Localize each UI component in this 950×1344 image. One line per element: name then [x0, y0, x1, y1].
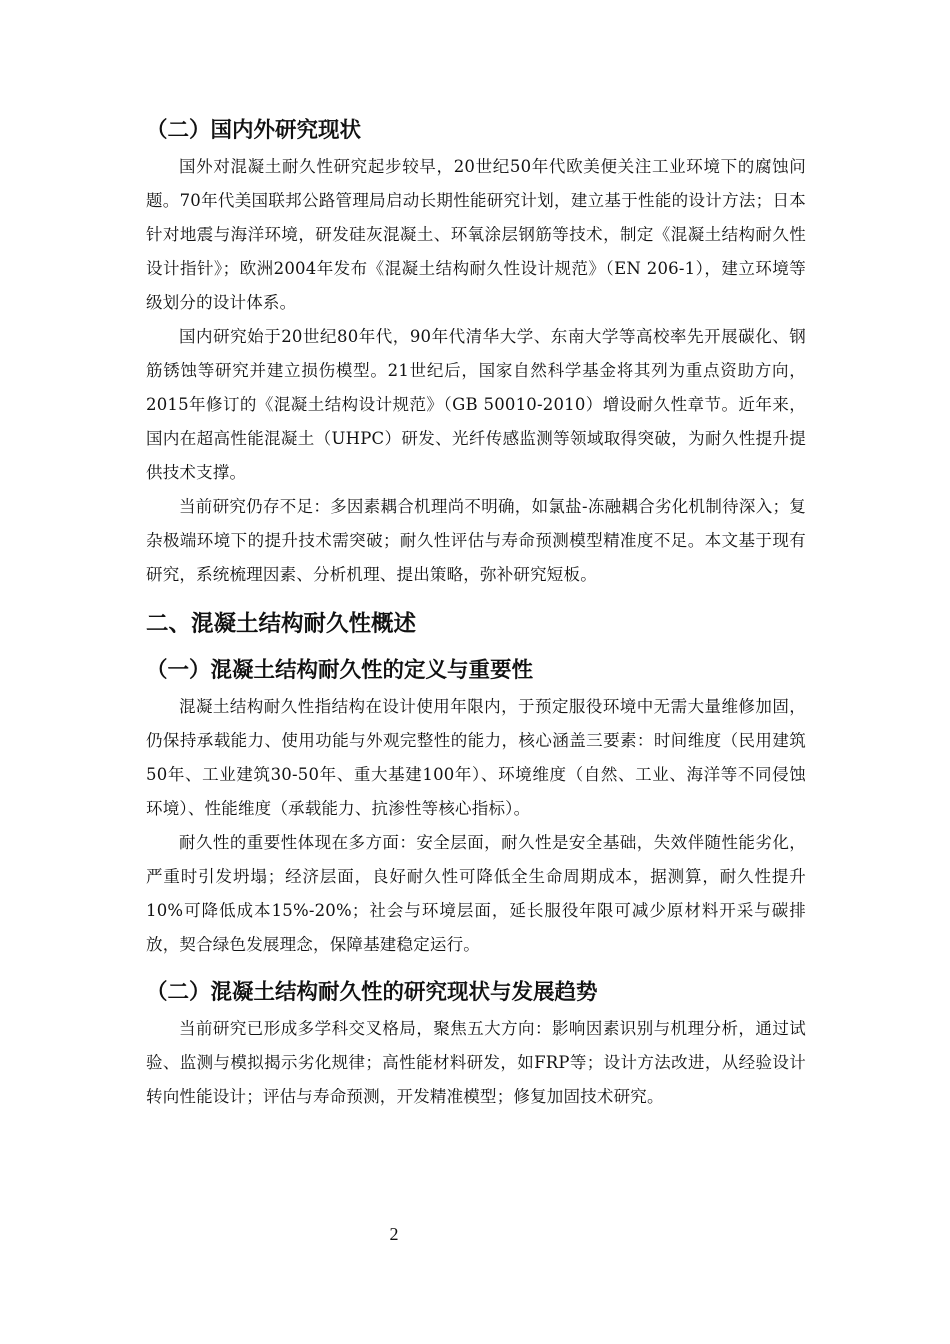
- section-heading-definition: （一）混凝土结构耐久性的定义与重要性: [146, 658, 534, 683]
- paragraph-importance: 耐久性的重要性体现在多方面：安全层面，耐久性是安全基础，失效伴随性能劣化，严重时引发坍塌；经济层面，良好耐久性可降低全生命周期成本，据测算，耐久性提升10%可降低成本15%-20%；社会与环境层面，延长服役年限可减少原材料开采与碳排放，契合绿色发展理念，保障基建稳定运行。: [146, 833, 806, 954]
- chapter-heading-overview: 二、混凝土结构耐久性概述: [146, 611, 417, 637]
- section-heading-trends: （二）混凝土结构耐久性的研究现状与发展趋势: [146, 980, 598, 1005]
- paragraph-trends: 当前研究已形成多学科交叉格局，聚焦五大方向：影响因素识别与机理分析，通过试验、监测与模拟揭示劣化规律；高性能材料研发，如FRP等；设计方法改进，从经验设计转向性能设计；评估与寿命预测，开发精准模型；修复加固技术研究。: [146, 1019, 806, 1106]
- page-number: 2: [389, 1224, 399, 1244]
- paragraph-definition: 混凝土结构耐久性指结构在设计使用年限内，于预定服役环境中无需大量维修加固，仍保持承载能力、使用功能与外观完整性的能力，核心涵盖三要素：时间维度（民用建筑50年、工业建筑30-50年、重大基建100年）、环境维度（自然、工业、海洋等不同侵蚀环境）、性能维度（承载能力、抗渗性等核心指标）。: [146, 697, 806, 818]
- paragraph-research-gaps: 当前研究仍存不足：多因素耦合机理尚不明确，如氯盐-冻融耦合劣化机制待深入；复杂极端环境下的提升技术需突破；耐久性评估与寿命预测模型精准度不足。本文基于现有研究，系统梳理因素、分析机理、提出策略，弥补研究短板。: [146, 497, 806, 584]
- paragraph-domestic-research: 国内研究始于20世纪80年代，90年代清华大学、东南大学等高校率先开展碳化、钢筋锈蚀等研究并建立损伤模型。21世纪后，国家自然科学基金将其列为重点资助方向，2015年修订的《混凝土结构设计规范》（GB 50010-2010）增设耐久性章节。近年来，国内在超高性能混凝土（UHPC）研发、光纤传感监测等领域取得突破，为耐久性提升提供技术支撑。: [146, 327, 806, 482]
- section-heading-research-status: （二）国内外研究现状: [146, 118, 362, 143]
- page-content: [146, 112, 806, 1114]
- paragraph-foreign-research: 国外对混凝土耐久性研究起步较早，20世纪50年代欧美便关注工业环境下的腐蚀问题。70年代美国联邦公路管理局启动长期性能研究计划，建立基于性能的设计方法；日本针对地震与海洋环境，研发硅灰混凝土、环氧涂层钢筋等技术，制定《混凝土结构耐久性设计指针》；欧洲2004年发布《混凝土结构耐久性设计规范》（EN 206-1），建立环境等级划分的设计体系。: [146, 157, 806, 312]
